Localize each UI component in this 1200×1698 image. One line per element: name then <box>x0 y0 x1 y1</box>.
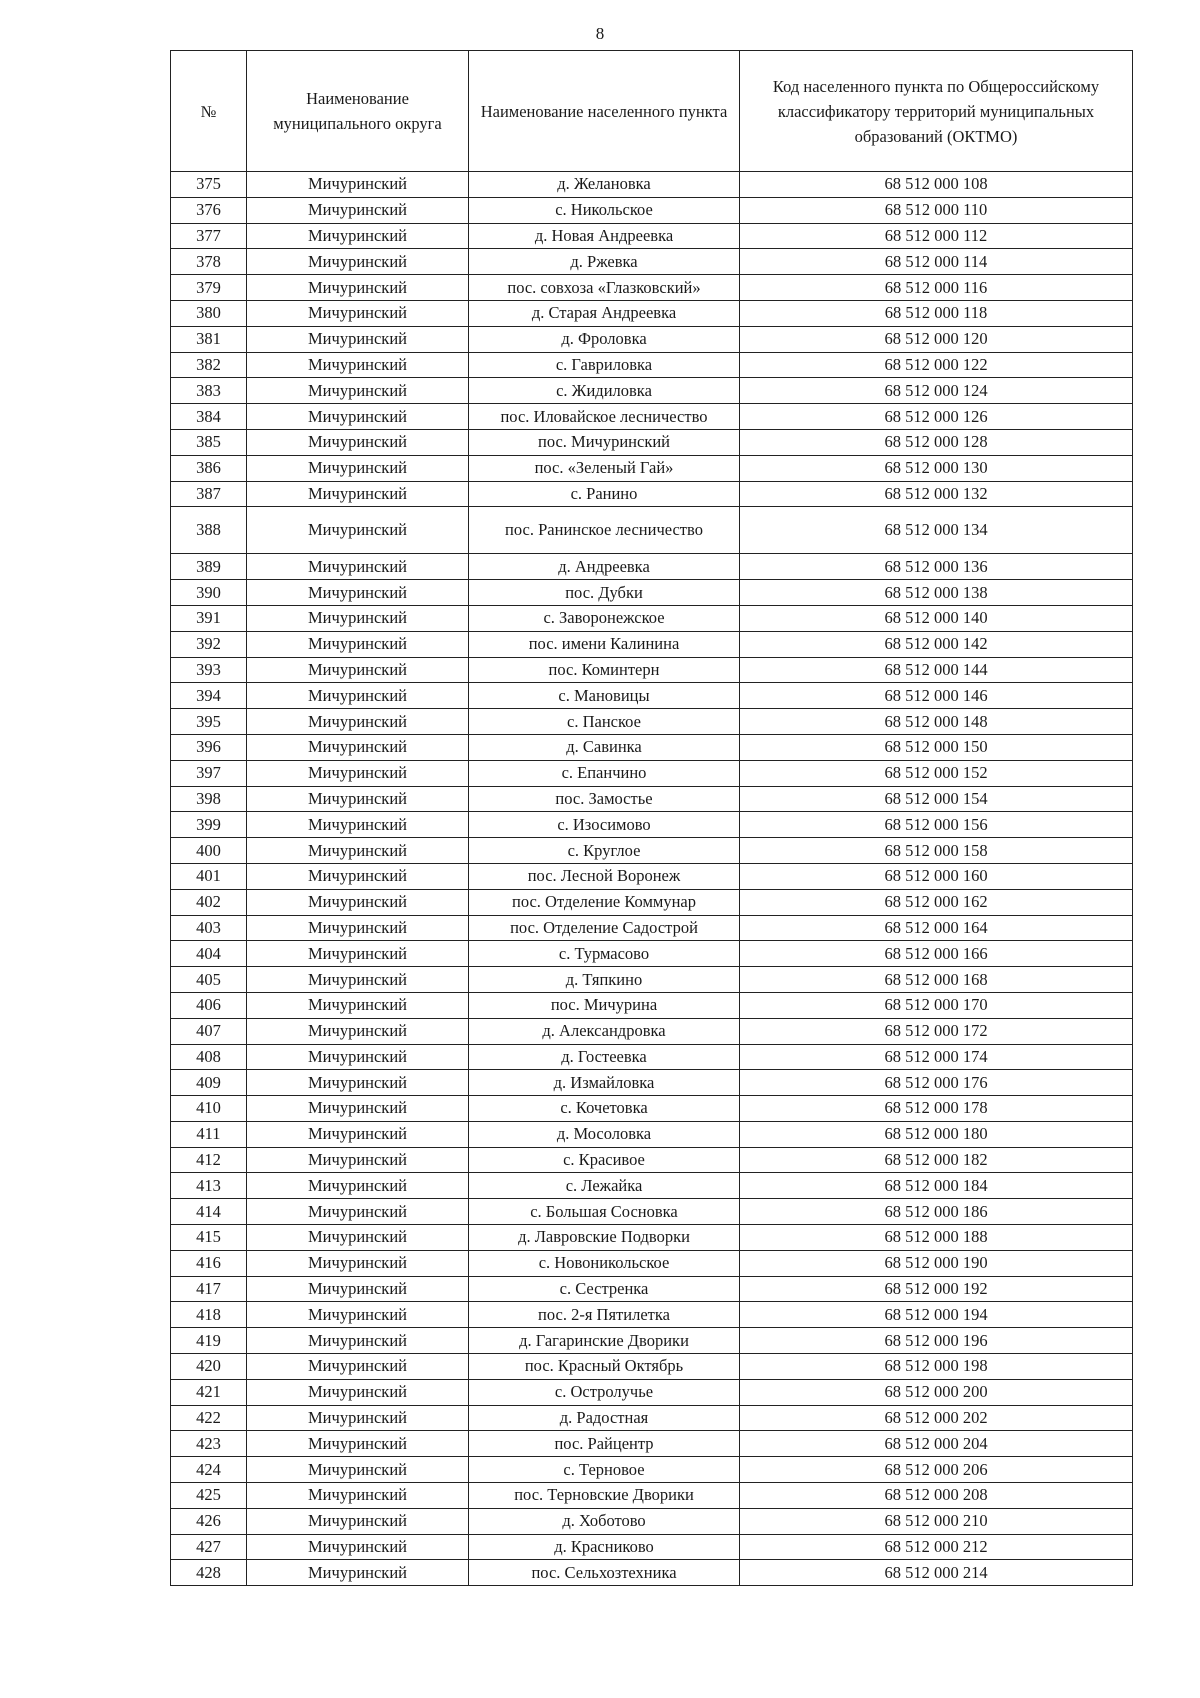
table-row <box>171 197 1133 223</box>
cell-district: Мичуринский <box>247 709 469 735</box>
cell-code: 68 512 000 158 <box>740 838 1133 864</box>
cell-code: 68 512 000 120 <box>740 326 1133 352</box>
cell-number: 398 <box>171 786 247 812</box>
cell-district: Мичуринский <box>247 838 469 864</box>
table-row <box>171 223 1133 249</box>
cell-number: 392 <box>171 631 247 657</box>
table-row <box>171 1379 1133 1405</box>
cell-district: Мичуринский <box>247 554 469 580</box>
cell-number: 406 <box>171 992 247 1018</box>
cell-code: 68 512 000 212 <box>740 1534 1133 1560</box>
header-district: Наименование муниципального округа <box>247 51 469 172</box>
cell-code: 68 512 000 124 <box>740 378 1133 404</box>
cell-code: 68 512 000 166 <box>740 941 1133 967</box>
cell-district: Мичуринский <box>247 1070 469 1096</box>
cell-district: Мичуринский <box>247 1173 469 1199</box>
cell-code: 68 512 000 162 <box>740 889 1133 915</box>
cell-number: 396 <box>171 734 247 760</box>
cell-place: с. Никольское <box>469 197 740 223</box>
cell-code: 68 512 000 148 <box>740 709 1133 735</box>
cell-district: Мичуринский <box>247 1328 469 1354</box>
cell-number: 389 <box>171 554 247 580</box>
cell-number: 391 <box>171 605 247 631</box>
table-row <box>171 1173 1133 1199</box>
cell-place: пос. 2-я Пятилетка <box>469 1302 740 1328</box>
cell-code: 68 512 000 168 <box>740 967 1133 993</box>
cell-district: Мичуринский <box>247 249 469 275</box>
cell-number: 397 <box>171 760 247 786</box>
cell-place: пос. Отделение Садострой <box>469 915 740 941</box>
cell-code: 68 512 000 186 <box>740 1199 1133 1225</box>
cell-district: Мичуринский <box>247 631 469 657</box>
table-row <box>171 1121 1133 1147</box>
cell-code: 68 512 000 176 <box>740 1070 1133 1096</box>
table-row <box>171 709 1133 735</box>
cell-number: 421 <box>171 1379 247 1405</box>
cell-number: 380 <box>171 300 247 326</box>
header-number: № <box>171 51 247 172</box>
cell-number: 378 <box>171 249 247 275</box>
cell-place: с. Круглое <box>469 838 740 864</box>
cell-place: д. Савинка <box>469 734 740 760</box>
cell-code: 68 512 000 144 <box>740 657 1133 683</box>
page-number: 8 <box>595 24 605 43</box>
cell-place: пос. Отделение Коммунар <box>469 889 740 915</box>
cell-place: с. Гавриловка <box>469 352 740 378</box>
cell-place: пос. Замостье <box>469 786 740 812</box>
cell-place: пос. Красный Октябрь <box>469 1354 740 1380</box>
cell-district: Мичуринский <box>247 1225 469 1251</box>
cell-district: Мичуринский <box>247 1096 469 1122</box>
cell-number: 390 <box>171 580 247 606</box>
table-row <box>171 1250 1133 1276</box>
cell-district: Мичуринский <box>247 683 469 709</box>
cell-place: пос. совхоза «Глазковский» <box>469 275 740 301</box>
cell-district: Мичуринский <box>247 1276 469 1302</box>
cell-number: 428 <box>171 1560 247 1586</box>
cell-district: Мичуринский <box>247 378 469 404</box>
table-row <box>171 172 1133 198</box>
cell-number: 384 <box>171 404 247 430</box>
table-row <box>171 1560 1133 1586</box>
cell-place: пос. Коминтерн <box>469 657 740 683</box>
cell-code: 68 512 000 178 <box>740 1096 1133 1122</box>
cell-number: 386 <box>171 455 247 481</box>
cell-place: пос. Мичуринский <box>469 429 740 455</box>
table-row <box>171 683 1133 709</box>
cell-number: 379 <box>171 275 247 301</box>
cell-district: Мичуринский <box>247 1483 469 1509</box>
cell-number: 394 <box>171 683 247 709</box>
cell-code: 68 512 000 146 <box>740 683 1133 709</box>
cell-code: 68 512 000 132 <box>740 481 1133 507</box>
table-row <box>171 1044 1133 1070</box>
cell-district: Мичуринский <box>247 941 469 967</box>
cell-place: с. Ранино <box>469 481 740 507</box>
cell-number: 402 <box>171 889 247 915</box>
cell-code: 68 512 000 192 <box>740 1276 1133 1302</box>
table-row <box>171 631 1133 657</box>
cell-code: 68 512 000 210 <box>740 1508 1133 1534</box>
cell-code: 68 512 000 190 <box>740 1250 1133 1276</box>
cell-district: Мичуринский <box>247 992 469 1018</box>
cell-code: 68 512 000 152 <box>740 760 1133 786</box>
cell-district: Мичуринский <box>247 1379 469 1405</box>
table-row <box>171 1276 1133 1302</box>
cell-place: с. Новоникольское <box>469 1250 740 1276</box>
table-row <box>171 455 1133 481</box>
cell-code: 68 512 000 108 <box>740 172 1133 198</box>
cell-district: Мичуринский <box>247 1018 469 1044</box>
cell-place: д. Хоботово <box>469 1508 740 1534</box>
cell-place: д. Гостеевка <box>469 1044 740 1070</box>
cell-number: 409 <box>171 1070 247 1096</box>
cell-place: д. Красниково <box>469 1534 740 1560</box>
cell-code: 68 512 000 118 <box>740 300 1133 326</box>
cell-number: 404 <box>171 941 247 967</box>
table-row <box>171 1431 1133 1457</box>
cell-place: пос. Сельхозтехника <box>469 1560 740 1586</box>
header-code: Код населенного пункта по Общероссийскому классификатору территорий муниципальных образований (ОКТМО) <box>740 51 1133 172</box>
cell-place: с. Мановицы <box>469 683 740 709</box>
cell-district: Мичуринский <box>247 300 469 326</box>
cell-district: Мичуринский <box>247 275 469 301</box>
cell-number: 377 <box>171 223 247 249</box>
cell-place: д. Измайловка <box>469 1070 740 1096</box>
table-row <box>171 812 1133 838</box>
table-row <box>171 352 1133 378</box>
cell-district: Мичуринский <box>247 507 469 554</box>
cell-district: Мичуринский <box>247 1121 469 1147</box>
cell-place: д. Желановка <box>469 172 740 198</box>
cell-number: 400 <box>171 838 247 864</box>
cell-number: 375 <box>171 172 247 198</box>
cell-place: с. Заворонежское <box>469 605 740 631</box>
table-row <box>171 554 1133 580</box>
cell-district: Мичуринский <box>247 455 469 481</box>
cell-code: 68 512 000 180 <box>740 1121 1133 1147</box>
cell-district: Мичуринский <box>247 172 469 198</box>
cell-code: 68 512 000 188 <box>740 1225 1133 1251</box>
cell-number: 408 <box>171 1044 247 1070</box>
cell-place: пос. Дубки <box>469 580 740 606</box>
cell-number: 418 <box>171 1302 247 1328</box>
cell-code: 68 512 000 196 <box>740 1328 1133 1354</box>
table-row <box>171 429 1133 455</box>
cell-place: д. Фроловка <box>469 326 740 352</box>
cell-district: Мичуринский <box>247 223 469 249</box>
table-row <box>171 404 1133 430</box>
cell-place: пос. Лесной Воронеж <box>469 863 740 889</box>
cell-district: Мичуринский <box>247 760 469 786</box>
cell-code: 68 512 000 134 <box>740 507 1133 554</box>
cell-number: 416 <box>171 1250 247 1276</box>
table-row <box>171 760 1133 786</box>
cell-district: Мичуринский <box>247 1250 469 1276</box>
cell-number: 407 <box>171 1018 247 1044</box>
cell-number: 413 <box>171 1173 247 1199</box>
cell-district: Мичуринский <box>247 1302 469 1328</box>
table-row <box>171 1096 1133 1122</box>
table-row <box>171 1354 1133 1380</box>
cell-number: 411 <box>171 1121 247 1147</box>
cell-number: 399 <box>171 812 247 838</box>
cell-district: Мичуринский <box>247 657 469 683</box>
cell-number: 414 <box>171 1199 247 1225</box>
cell-number: 424 <box>171 1457 247 1483</box>
cell-place: д. Ржевка <box>469 249 740 275</box>
table-row <box>171 657 1133 683</box>
cell-place: д. Тяпкино <box>469 967 740 993</box>
cell-code: 68 512 000 110 <box>740 197 1133 223</box>
cell-code: 68 512 000 172 <box>740 1018 1133 1044</box>
table-row <box>171 326 1133 352</box>
cell-code: 68 512 000 174 <box>740 1044 1133 1070</box>
cell-number: 383 <box>171 378 247 404</box>
cell-district: Мичуринский <box>247 429 469 455</box>
cell-code: 68 512 000 142 <box>740 631 1133 657</box>
cell-number: 382 <box>171 352 247 378</box>
table-row <box>171 275 1133 301</box>
cell-number: 387 <box>171 481 247 507</box>
cell-district: Мичуринский <box>247 1457 469 1483</box>
table-row <box>171 580 1133 606</box>
cell-place: пос. Ранинское лесничество <box>469 507 740 554</box>
table-row <box>171 507 1133 554</box>
table-row <box>171 1328 1133 1354</box>
cell-district: Мичуринский <box>247 580 469 606</box>
cell-place: с. Сестренка <box>469 1276 740 1302</box>
table-row <box>171 1457 1133 1483</box>
cell-place: д. Гагаринские Дворики <box>469 1328 740 1354</box>
cell-place: д. Старая Андреевка <box>469 300 740 326</box>
cell-number: 417 <box>171 1276 247 1302</box>
cell-place: с. Большая Сосновка <box>469 1199 740 1225</box>
cell-place: д. Радостная <box>469 1405 740 1431</box>
cell-place: пос. Мичурина <box>469 992 740 1018</box>
table-row <box>171 1508 1133 1534</box>
cell-place: с. Жидиловка <box>469 378 740 404</box>
cell-place: д. Александровка <box>469 1018 740 1044</box>
header-place: Наименование населенного пункта <box>469 51 740 172</box>
cell-number: 427 <box>171 1534 247 1560</box>
cell-code: 68 512 000 140 <box>740 605 1133 631</box>
cell-place: д. Новая Андреевка <box>469 223 740 249</box>
table-body <box>171 172 1133 1586</box>
cell-code: 68 512 000 160 <box>740 863 1133 889</box>
cell-district: Мичуринский <box>247 734 469 760</box>
cell-place: с. Панское <box>469 709 740 735</box>
cell-place: пос. «Зеленый Гай» <box>469 455 740 481</box>
cell-place: с. Красивое <box>469 1147 740 1173</box>
cell-code: 68 512 000 156 <box>740 812 1133 838</box>
table-row <box>171 1018 1133 1044</box>
cell-place: с. Епанчино <box>469 760 740 786</box>
cell-place: пос. Райцентр <box>469 1431 740 1457</box>
cell-code: 68 512 000 170 <box>740 992 1133 1018</box>
cell-place: пос. Иловайское лесничество <box>469 404 740 430</box>
cell-district: Мичуринский <box>247 1508 469 1534</box>
table-row <box>171 992 1133 1018</box>
table-row <box>171 889 1133 915</box>
table-row <box>171 481 1133 507</box>
cell-number: 410 <box>171 1096 247 1122</box>
cell-code: 68 512 000 154 <box>740 786 1133 812</box>
cell-district: Мичуринский <box>247 889 469 915</box>
cell-district: Мичуринский <box>247 812 469 838</box>
cell-number: 420 <box>171 1354 247 1380</box>
table-row <box>171 941 1133 967</box>
cell-code: 68 512 000 164 <box>740 915 1133 941</box>
table-row <box>171 1225 1133 1251</box>
cell-code: 68 512 000 204 <box>740 1431 1133 1457</box>
cell-number: 426 <box>171 1508 247 1534</box>
cell-district: Мичуринский <box>247 915 469 941</box>
table-header <box>171 51 1133 172</box>
cell-district: Мичуринский <box>247 404 469 430</box>
cell-code: 68 512 000 130 <box>740 455 1133 481</box>
table-row <box>171 1302 1133 1328</box>
cell-code: 68 512 000 122 <box>740 352 1133 378</box>
cell-number: 425 <box>171 1483 247 1509</box>
cell-place: с. Турмасово <box>469 941 740 967</box>
cell-place: с. Кочетовка <box>469 1096 740 1122</box>
table-row <box>171 1199 1133 1225</box>
cell-place: с. Изосимово <box>469 812 740 838</box>
cell-code: 68 512 000 202 <box>740 1405 1133 1431</box>
cell-district: Мичуринский <box>247 605 469 631</box>
cell-district: Мичуринский <box>247 326 469 352</box>
table-row <box>171 300 1133 326</box>
table-row <box>171 734 1133 760</box>
cell-code: 68 512 000 184 <box>740 1173 1133 1199</box>
table-row <box>171 1483 1133 1509</box>
table-row <box>171 1070 1133 1096</box>
cell-place: с. Терновое <box>469 1457 740 1483</box>
cell-code: 68 512 000 182 <box>740 1147 1133 1173</box>
cell-district: Мичуринский <box>247 1044 469 1070</box>
cell-district: Мичуринский <box>247 1560 469 1586</box>
cell-code: 68 512 000 198 <box>740 1354 1133 1380</box>
cell-number: 381 <box>171 326 247 352</box>
cell-place: д. Андреевка <box>469 554 740 580</box>
cell-number: 405 <box>171 967 247 993</box>
cell-number: 403 <box>171 915 247 941</box>
cell-place: д. Мосоловка <box>469 1121 740 1147</box>
cell-code: 68 512 000 194 <box>740 1302 1133 1328</box>
cell-code: 68 512 000 200 <box>740 1379 1133 1405</box>
cell-district: Мичуринский <box>247 863 469 889</box>
cell-number: 385 <box>171 429 247 455</box>
cell-code: 68 512 000 128 <box>740 429 1133 455</box>
cell-number: 415 <box>171 1225 247 1251</box>
cell-code: 68 512 000 112 <box>740 223 1133 249</box>
cell-number: 395 <box>171 709 247 735</box>
table-row <box>171 605 1133 631</box>
cell-number: 422 <box>171 1405 247 1431</box>
cell-district: Мичуринский <box>247 481 469 507</box>
cell-district: Мичуринский <box>247 1431 469 1457</box>
cell-code: 68 512 000 214 <box>740 1560 1133 1586</box>
table-row <box>171 915 1133 941</box>
settlements-table <box>170 50 1133 1586</box>
table-row <box>171 838 1133 864</box>
header-row <box>171 51 1133 172</box>
table-row <box>171 378 1133 404</box>
cell-number: 393 <box>171 657 247 683</box>
table-row <box>171 786 1133 812</box>
table-row <box>171 1405 1133 1431</box>
cell-code: 68 512 000 206 <box>740 1457 1133 1483</box>
cell-district: Мичуринский <box>247 352 469 378</box>
cell-code: 68 512 000 138 <box>740 580 1133 606</box>
cell-place: с. Остролучье <box>469 1379 740 1405</box>
table-row <box>171 249 1133 275</box>
cell-district: Мичуринский <box>247 1534 469 1560</box>
table-row <box>171 1147 1133 1173</box>
table-row <box>171 967 1133 993</box>
cell-code: 68 512 000 126 <box>740 404 1133 430</box>
cell-number: 423 <box>171 1431 247 1457</box>
cell-number: 412 <box>171 1147 247 1173</box>
cell-district: Мичуринский <box>247 1199 469 1225</box>
cell-district: Мичуринский <box>247 1147 469 1173</box>
cell-code: 68 512 000 208 <box>740 1483 1133 1509</box>
cell-number: 376 <box>171 197 247 223</box>
cell-district: Мичуринский <box>247 1405 469 1431</box>
table-row <box>171 863 1133 889</box>
cell-number: 401 <box>171 863 247 889</box>
cell-district: Мичуринский <box>247 1354 469 1380</box>
cell-place: пос. Терновские Дворики <box>469 1483 740 1509</box>
cell-district: Мичуринский <box>247 786 469 812</box>
cell-place: с. Лежайка <box>469 1173 740 1199</box>
cell-place: д. Лавровские Подворки <box>469 1225 740 1251</box>
cell-number: 419 <box>171 1328 247 1354</box>
cell-code: 68 512 000 116 <box>740 275 1133 301</box>
table-row <box>171 1534 1133 1560</box>
cell-district: Мичуринский <box>247 967 469 993</box>
cell-place: пос. имени Калинина <box>469 631 740 657</box>
cell-number: 388 <box>171 507 247 554</box>
cell-code: 68 512 000 114 <box>740 249 1133 275</box>
cell-code: 68 512 000 150 <box>740 734 1133 760</box>
cell-district: Мичуринский <box>247 197 469 223</box>
cell-code: 68 512 000 136 <box>740 554 1133 580</box>
